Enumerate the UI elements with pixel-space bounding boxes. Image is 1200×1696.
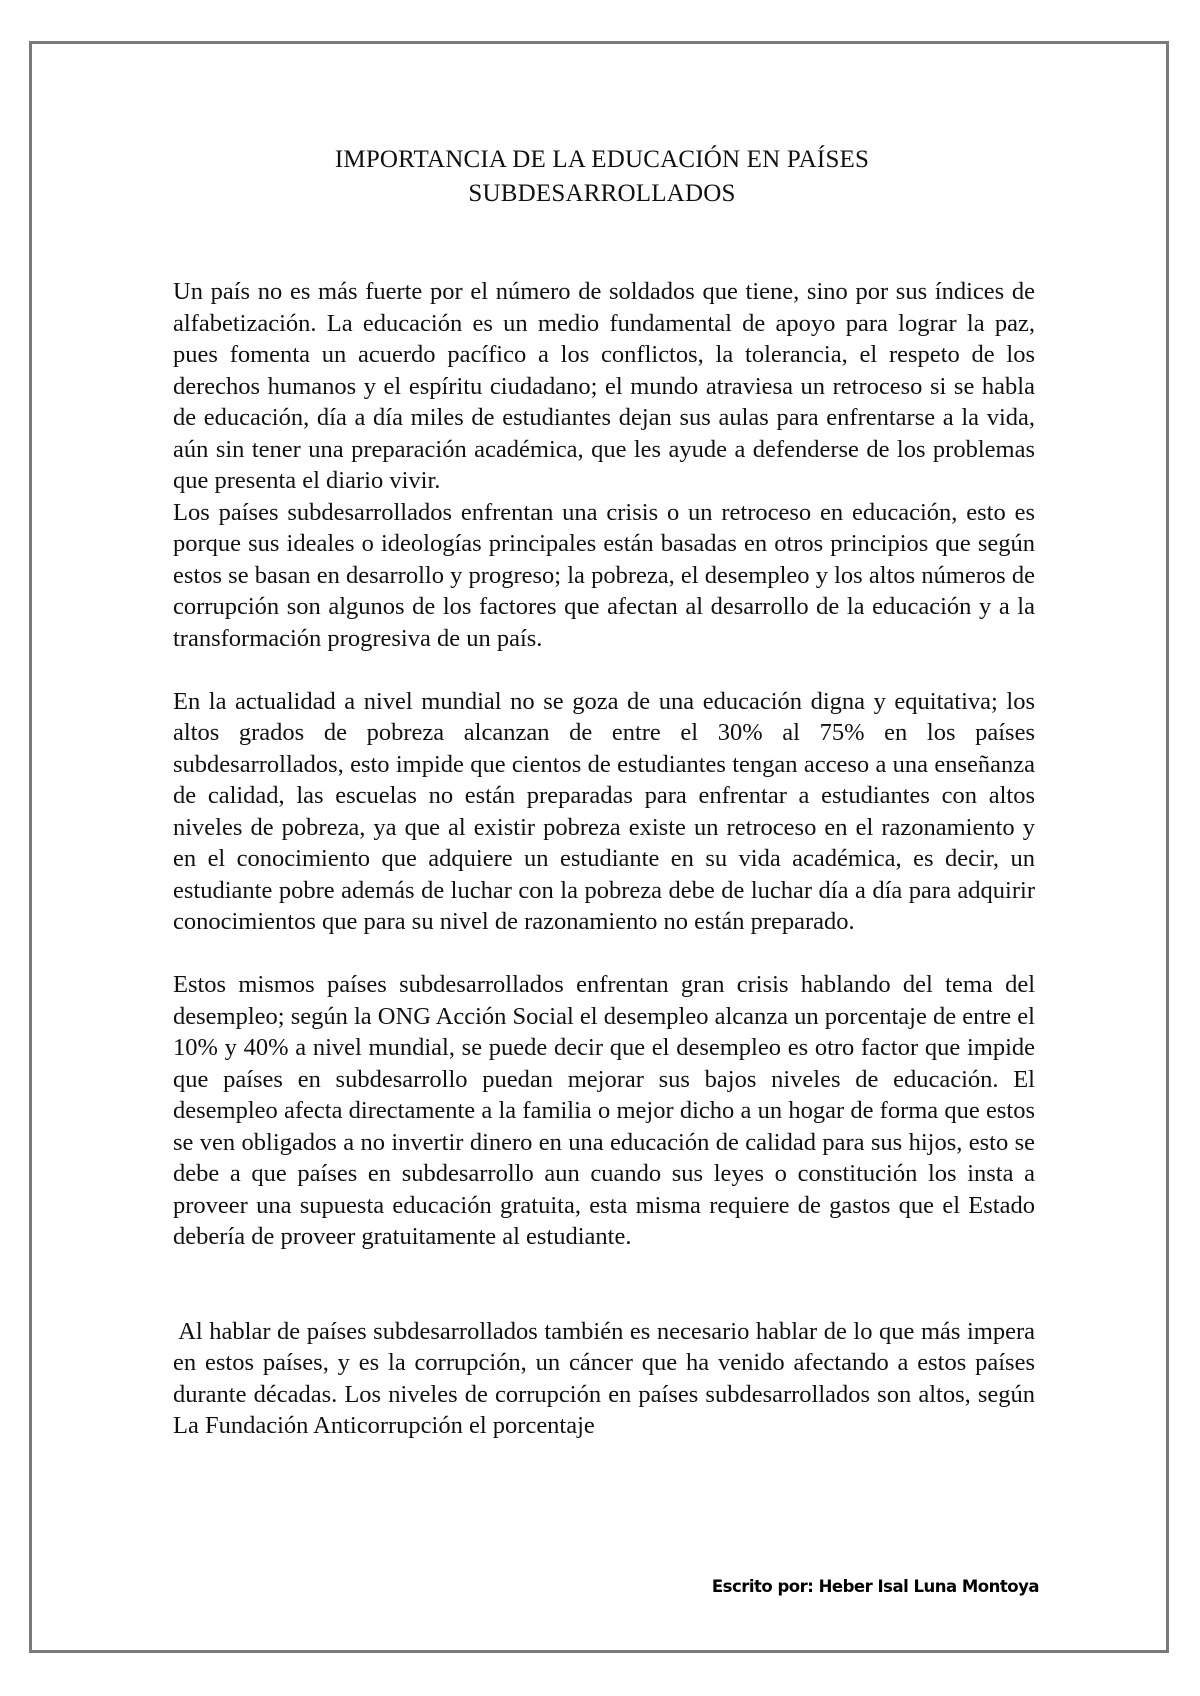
author-footer: Escrito por: Heber Isal Luna Montoya — [711, 1577, 1039, 1596]
paragraph-spacer — [173, 938, 1035, 970]
paragraph-5-text: Al hablar de países subdesarrollados también es necesario hablar de lo que más impera en estos países, y es la corrupción, un cáncer que ha venido afectando a estos países durante décadas. Los niveles de corrupción en países subdesarrollados son altos, según La Fundación Anticorrupción el porcentaje — [173, 1317, 1035, 1439]
paragraph-1: Un país no es más fuerte por el número de soldados que tiene, sino por sus índices de alfabetización. La educación es un medio fundamental de apoyo para lograr la paz, pues fomenta un acuerdo pacífico a los conflictos, la tolerancia, el respeto de los derechos humanos y el espíritu ciudadano; el mundo atraviesa un retroceso si se habla de educación, día a día miles de estudiantes dejan sus aulas para enfrentarse a la vida, aún sin tener una preparación académica, que les ayude a defenderse de los problemas que presenta el diario vivir. — [173, 278, 1035, 494]
paragraph-5 — [173, 1316, 1035, 1442]
paragraph-spacer — [173, 1253, 1035, 1316]
title-line-2: SUBDESARROLLADOS — [468, 180, 736, 207]
title-line-1: IMPORTANCIA DE LA EDUCACIÓN EN PAÍSES — [334, 146, 870, 173]
document-body — [173, 276, 1035, 1442]
paragraph-2: Los países subdesarrollados enfrentan una crisis o un retroceso en educación, esto es porque sus ideales o ideologías principales están basadas en otros principios que según estos se basan en desarrollo y progreso; la pobreza, el desempleo y los altos números de corrupción son algunos de los factores que afectan al desarrollo de la educación y a la transformación progresiva de un país. — [173, 498, 1035, 652]
paragraph-spacer — [173, 654, 1035, 686]
document-title — [170, 143, 1034, 211]
paragraph-3: En la actualidad a nivel mundial no se goza de una educación digna y equitativa; los altos grados de pobreza alcanzan de entre el 30% al 75% en los países subdesarrollados, esto impide que cientos de estudiantes tengan acceso a una enseñanza de calidad, las escuelas no están preparadas para enfrentar a estudiantes con altos niveles de pobreza, ya que al existir pobreza existe un retroceso en el razonamiento y en el conocimiento que adquiere un estudiante en su vida académica, es decir, un estudiante pobre además de luchar con la pobreza debe de luchar día a día para adquirir conocimientos que para su nivel de razonamiento no están preparado. — [173, 687, 1035, 935]
paragraph-4: Estos mismos países subdesarrollados enfrentan gran crisis hablando del tema del desempleo; según la ONG Acción Social el desempleo alcanza un porcentaje de entre el 10% y 40% a nivel mundial, se puede decir que el desempleo es otro factor que impide que países en subdesarrollo puedan mejorar sus bajos niveles de educación. El desempleo afecta directamente a la familia o mejor dicho a un hogar de forma que estos se ven obligados a no invertir dinero en una educación de calidad para sus hijos, esto se debe a que países en subdesarrollo aun cuando sus leyes o constitución los insta a proveer una supuesta educación gratuita, esta misma requiere de gastos que el Estado debería de proveer gratuitamente al estudiante. — [173, 971, 1035, 1250]
